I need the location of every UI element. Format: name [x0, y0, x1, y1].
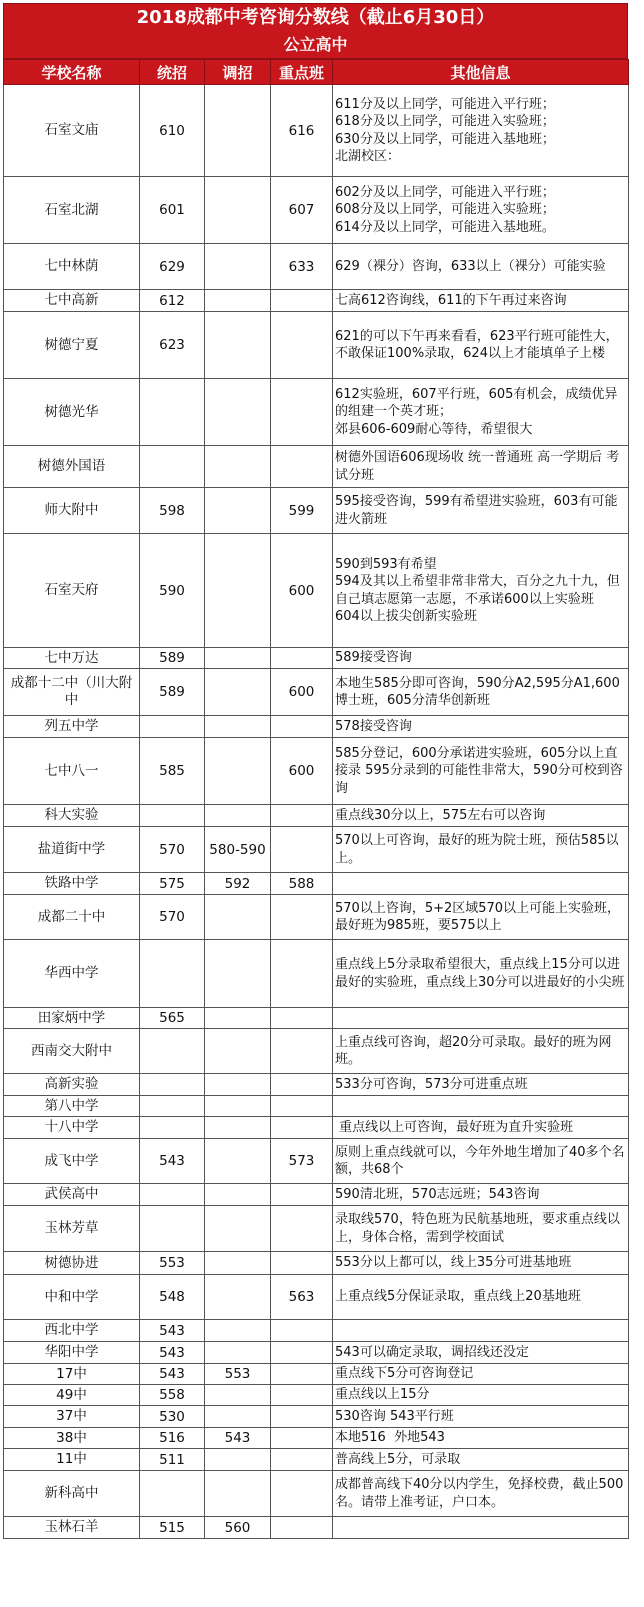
tongzhao-cell: [140, 716, 205, 738]
table-row: [4, 940, 629, 1008]
table-row: [4, 873, 629, 895]
tiaozhao-cell: [205, 534, 271, 648]
info-cell: 595接受咨询，599有希望进实验班，603有可能进火箭班: [333, 488, 629, 534]
table-row: [4, 1117, 629, 1139]
info-cell: 本地516 外地543: [333, 1428, 629, 1449]
zhongdian-cell: [271, 1008, 333, 1029]
tongzhao-cell: 558: [140, 1385, 205, 1406]
table-row: [4, 379, 629, 446]
school-name-cell: 武侯高中: [4, 1184, 140, 1206]
info-cell: 本地生585分即可咨询，590分A2,595分A1,600博士班，605分清华创新班: [333, 669, 629, 716]
info-cell: 629（裸分）咨询，633以上（裸分）可能实验: [333, 244, 629, 290]
school-name-cell: 树德宁夏: [4, 312, 140, 379]
table-row: [4, 1406, 629, 1428]
tongzhao-cell: 612: [140, 290, 205, 312]
school-name-cell: 成飞中学: [4, 1139, 140, 1184]
tongzhao-cell: 511: [140, 1449, 205, 1471]
info-cell: 578接受咨询: [333, 716, 629, 738]
zhongdian-cell: [271, 446, 333, 488]
tiaozhao-cell: [205, 1320, 271, 1342]
zhongdian-cell: 600: [271, 534, 333, 648]
zhongdian-cell: [271, 1428, 333, 1449]
tongzhao-cell: [140, 446, 205, 488]
tongzhao-cell: 585: [140, 738, 205, 805]
zhongdian-cell: [271, 805, 333, 827]
zhongdian-cell: [271, 1206, 333, 1252]
info-cell: 树德外国语606现场收 统一普通班 高一学期后 考试分班: [333, 446, 629, 488]
tiaozhao-cell: [205, 177, 271, 244]
zhongdian-cell: [271, 827, 333, 873]
school-name-cell: 铁路中学: [4, 873, 140, 895]
table-title-block: [3, 3, 628, 59]
zhongdian-cell: 599: [271, 488, 333, 534]
table-row: [4, 716, 629, 738]
school-name-cell: 新科高中: [4, 1471, 140, 1517]
tiaozhao-cell: 592: [205, 873, 271, 895]
zhongdian-cell: [271, 940, 333, 1008]
tiaozhao-cell: [205, 312, 271, 379]
zhongdian-cell: [271, 1517, 333, 1539]
school-name-cell: 第八中学: [4, 1096, 140, 1117]
column-header-school: 学校名称: [4, 60, 140, 85]
school-name-cell: 树德外国语: [4, 446, 140, 488]
school-name-cell: 盐道街中学: [4, 827, 140, 873]
zhongdian-cell: [271, 1117, 333, 1139]
table-row: [4, 1252, 629, 1275]
table-row: [4, 1320, 629, 1342]
table-title: 2018成都中考咨询分数线（截止6月30日）: [136, 7, 495, 28]
tiaozhao-cell: [205, 379, 271, 446]
school-name-cell: 高新实验: [4, 1074, 140, 1096]
info-cell: 普高线上5分，可录取: [333, 1449, 629, 1471]
school-name-cell: 七中高新: [4, 290, 140, 312]
zhongdian-cell: [271, 1252, 333, 1275]
tongzhao-cell: 570: [140, 827, 205, 873]
tongzhao-cell: [140, 940, 205, 1008]
info-cell: 录取线570，特色班为民航基地班，要求重点线以上，身体合格，需到学校面试: [333, 1206, 629, 1252]
zhongdian-cell: 588: [271, 873, 333, 895]
school-name-cell: 华阳中学: [4, 1342, 140, 1364]
table-row: [4, 1008, 629, 1029]
info-cell: 重点线以上可咨询，最好班为直升实验班: [333, 1117, 629, 1139]
info-cell: 530咨询 543平行班: [333, 1406, 629, 1428]
table-body: [4, 85, 629, 1539]
zhongdian-cell: [271, 1320, 333, 1342]
zhongdian-cell: [271, 312, 333, 379]
table-row: [4, 1517, 629, 1539]
tongzhao-cell: [140, 1471, 205, 1517]
school-name-cell: 师大附中: [4, 488, 140, 534]
table-row: [4, 1385, 629, 1406]
tongzhao-cell: 530: [140, 1406, 205, 1428]
school-name-cell: 成都十二中（川大附中: [4, 669, 140, 716]
tiaozhao-cell: [205, 1139, 271, 1184]
table-row: [4, 1275, 629, 1320]
zhongdian-cell: [271, 1029, 333, 1074]
school-name-cell: 11中: [4, 1449, 140, 1471]
column-header-zhongdian: 重点班: [271, 60, 333, 85]
tiaozhao-cell: [205, 1471, 271, 1517]
school-name-cell: 西北中学: [4, 1320, 140, 1342]
school-name-cell: 玉林石羊: [4, 1517, 140, 1539]
tiaozhao-cell: 553: [205, 1364, 271, 1385]
tongzhao-cell: 575: [140, 873, 205, 895]
tiaozhao-cell: [205, 1385, 271, 1406]
tiaozhao-cell: [205, 446, 271, 488]
zhongdian-cell: 607: [271, 177, 333, 244]
tongzhao-cell: [140, 1206, 205, 1252]
table-row: [4, 290, 629, 312]
tongzhao-cell: 516: [140, 1428, 205, 1449]
tiaozhao-cell: [205, 85, 271, 177]
info-cell: 533分可咨询，573分可进重点班: [333, 1074, 629, 1096]
tiaozhao-cell: [205, 1342, 271, 1364]
zhongdian-cell: 600: [271, 669, 333, 716]
info-cell: [333, 1096, 629, 1117]
info-cell: 570以上可咨询，最好的班为院士班，预估585以上。: [333, 827, 629, 873]
info-cell: [333, 1008, 629, 1029]
tongzhao-cell: 543: [140, 1139, 205, 1184]
tiaozhao-cell: [205, 1117, 271, 1139]
zhongdian-cell: 600: [271, 738, 333, 805]
tiaozhao-cell: 543: [205, 1428, 271, 1449]
info-cell: 570以上咨询，5+2区域570以上可能上实验班，最好班为985班，要575以上: [333, 895, 629, 940]
tiaozhao-cell: [205, 669, 271, 716]
tongzhao-cell: [140, 1029, 205, 1074]
info-cell: 七高612咨询线，611的下午再过来咨询: [333, 290, 629, 312]
info-cell: 589接受咨询: [333, 648, 629, 669]
school-name-cell: 科大实验: [4, 805, 140, 827]
table-row: [4, 1096, 629, 1117]
tongzhao-cell: 548: [140, 1275, 205, 1320]
table-header-row: [4, 60, 629, 85]
info-cell: 590到593有希望 594及其以上希望非常非常大，百分之九十九，但自己填志愿第一志愿，不承诺600以上实验班 604以上拔尖创新实验班: [333, 534, 629, 648]
school-name-cell: 华西中学: [4, 940, 140, 1008]
column-header-tiaozhao: 调招: [205, 60, 271, 85]
info-cell: 上重点线可咨询，超20分可录取。最好的班为网班。: [333, 1029, 629, 1074]
school-name-cell: 38中: [4, 1428, 140, 1449]
tiaozhao-cell: [205, 244, 271, 290]
tiaozhao-cell: [205, 1074, 271, 1096]
table-row: [4, 1342, 629, 1364]
table-row: [4, 1029, 629, 1074]
table-row: [4, 446, 629, 488]
info-cell: 611分及以上同学，可能进入平行班； 618分及以上同学，可能进入实验班； 630分及以上同学，可能进入基地班； 北湖校区：: [333, 85, 629, 177]
school-name-cell: 西南交大附中: [4, 1029, 140, 1074]
table-row: [4, 1074, 629, 1096]
table-row: [4, 534, 629, 648]
tiaozhao-cell: 560: [205, 1517, 271, 1539]
table-row: [4, 1471, 629, 1517]
school-name-cell: 列五中学: [4, 716, 140, 738]
zhongdian-cell: [271, 1406, 333, 1428]
school-name-cell: 49中: [4, 1385, 140, 1406]
zhongdian-cell: 573: [271, 1139, 333, 1184]
school-name-cell: 石室天府: [4, 534, 140, 648]
info-cell: 上重点线5分保证录取，重点线上20基地班: [333, 1275, 629, 1320]
tiaozhao-cell: [205, 1096, 271, 1117]
tiaozhao-cell: [205, 1184, 271, 1206]
tiaozhao-cell: [205, 488, 271, 534]
info-cell: 602分及以上同学，可能进入平行班； 608分及以上同学，可能进入实验班； 614分及以上同学，可能进入基地班。: [333, 177, 629, 244]
table-row: [4, 177, 629, 244]
info-cell: 成都普高线下40分以内学生，免择校费，截止500名。请带上准考证，户口本。: [333, 1471, 629, 1517]
tiaozhao-cell: [205, 1252, 271, 1275]
tiaozhao-cell: [205, 895, 271, 940]
zhongdian-cell: [271, 1184, 333, 1206]
tongzhao-cell: 543: [140, 1342, 205, 1364]
info-cell: 重点线以上15分: [333, 1385, 629, 1406]
tiaozhao-cell: [205, 1406, 271, 1428]
tongzhao-cell: [140, 805, 205, 827]
school-name-cell: 石室北湖: [4, 177, 140, 244]
school-name-cell: 树德光华: [4, 379, 140, 446]
tongzhao-cell: 623: [140, 312, 205, 379]
column-header-tongzhao: 统招: [140, 60, 205, 85]
zhongdian-cell: [271, 1074, 333, 1096]
tongzhao-cell: 589: [140, 669, 205, 716]
table-row: [4, 488, 629, 534]
tongzhao-cell: 570: [140, 895, 205, 940]
school-name-cell: 37中: [4, 1406, 140, 1428]
tongzhao-cell: [140, 1074, 205, 1096]
tongzhao-cell: 589: [140, 648, 205, 669]
zhongdian-cell: [271, 895, 333, 940]
table-row: [4, 1449, 629, 1471]
info-cell: [333, 1320, 629, 1342]
info-cell: 543可以确定录取，调招线还没定: [333, 1342, 629, 1364]
table-row: [4, 1364, 629, 1385]
table-row: [4, 85, 629, 177]
info-cell: 612实验班，607平行班，605有机会，成绩优异的组建一个英才班； 郊县606-609耐心等待，希望很大: [333, 379, 629, 446]
table-subtitle: 公立高中: [283, 35, 348, 54]
score-table: [3, 59, 629, 1539]
tongzhao-cell: 543: [140, 1320, 205, 1342]
zhongdian-cell: 616: [271, 85, 333, 177]
tiaozhao-cell: [205, 940, 271, 1008]
school-name-cell: 七中林荫: [4, 244, 140, 290]
info-cell: 重点线上5分录取希望很大，重点线上15分可以进最好的实验班，重点线上30分可以进最好的小尖班: [333, 940, 629, 1008]
zhongdian-cell: [271, 1385, 333, 1406]
tiaozhao-cell: [205, 1449, 271, 1471]
school-name-cell: 石室文庙: [4, 85, 140, 177]
tongzhao-cell: 610: [140, 85, 205, 177]
tongzhao-cell: 565: [140, 1008, 205, 1029]
tongzhao-cell: 629: [140, 244, 205, 290]
school-name-cell: 17中: [4, 1364, 140, 1385]
table-row: [4, 244, 629, 290]
tongzhao-cell: 601: [140, 177, 205, 244]
tongzhao-cell: 515: [140, 1517, 205, 1539]
zhongdian-cell: [271, 716, 333, 738]
tiaozhao-cell: [205, 648, 271, 669]
tiaozhao-cell: 580-590: [205, 827, 271, 873]
tiaozhao-cell: [205, 290, 271, 312]
info-cell: 重点线30分以上，575左右可以咨询: [333, 805, 629, 827]
table-row: [4, 1139, 629, 1184]
tongzhao-cell: [140, 1117, 205, 1139]
zhongdian-cell: [271, 648, 333, 669]
table-row: [4, 827, 629, 873]
info-cell: 原则上重点线就可以，今年外地生增加了40多个名额，共68个: [333, 1139, 629, 1184]
tiaozhao-cell: [205, 1275, 271, 1320]
tiaozhao-cell: [205, 1206, 271, 1252]
zhongdian-cell: [271, 290, 333, 312]
zhongdian-cell: [271, 379, 333, 446]
table-row: [4, 312, 629, 379]
table-row: [4, 738, 629, 805]
column-header-info: 其他信息: [333, 60, 629, 85]
table-row: [4, 1184, 629, 1206]
school-name-cell: 成都二十中: [4, 895, 140, 940]
tiaozhao-cell: [205, 1008, 271, 1029]
table-row: [4, 1428, 629, 1449]
tongzhao-cell: [140, 1096, 205, 1117]
info-cell: 553分以上都可以，线上35分可进基地班: [333, 1252, 629, 1275]
info-cell: [333, 873, 629, 895]
tiaozhao-cell: [205, 716, 271, 738]
zhongdian-cell: [271, 1471, 333, 1517]
school-name-cell: 七中八一: [4, 738, 140, 805]
zhongdian-cell: 563: [271, 1275, 333, 1320]
tongzhao-cell: 553: [140, 1252, 205, 1275]
tongzhao-cell: [140, 379, 205, 446]
zhongdian-cell: 633: [271, 244, 333, 290]
tongzhao-cell: 598: [140, 488, 205, 534]
tongzhao-cell: 543: [140, 1364, 205, 1385]
zhongdian-cell: [271, 1364, 333, 1385]
table-row: [4, 669, 629, 716]
score-table-container: [3, 3, 628, 1539]
school-name-cell: 田家炳中学: [4, 1008, 140, 1029]
zhongdian-cell: [271, 1342, 333, 1364]
tiaozhao-cell: [205, 805, 271, 827]
info-cell: 621的可以下午再来看看，623平行班可能性大，不敢保证100%录取，624以上才能填单子上楼: [333, 312, 629, 379]
zhongdian-cell: [271, 1449, 333, 1471]
school-name-cell: 中和中学: [4, 1275, 140, 1320]
info-cell: 590清北班，570志远班；543咨询: [333, 1184, 629, 1206]
table-row: [4, 805, 629, 827]
zhongdian-cell: [271, 1096, 333, 1117]
table-row: [4, 1206, 629, 1252]
tongzhao-cell: [140, 1184, 205, 1206]
school-name-cell: 七中万达: [4, 648, 140, 669]
tiaozhao-cell: [205, 1029, 271, 1074]
info-cell: 585分登记，600分承诺进实验班，605分以上直接录 595分录到的可能性非常大，590分可校到咨询: [333, 738, 629, 805]
table-row: [4, 895, 629, 940]
school-name-cell: 树德协进: [4, 1252, 140, 1275]
info-cell: [333, 1517, 629, 1539]
table-row: [4, 648, 629, 669]
tiaozhao-cell: [205, 738, 271, 805]
school-name-cell: 玉林芳草: [4, 1206, 140, 1252]
tongzhao-cell: 590: [140, 534, 205, 648]
school-name-cell: 十八中学: [4, 1117, 140, 1139]
info-cell: 重点线下5分可咨询登记: [333, 1364, 629, 1385]
